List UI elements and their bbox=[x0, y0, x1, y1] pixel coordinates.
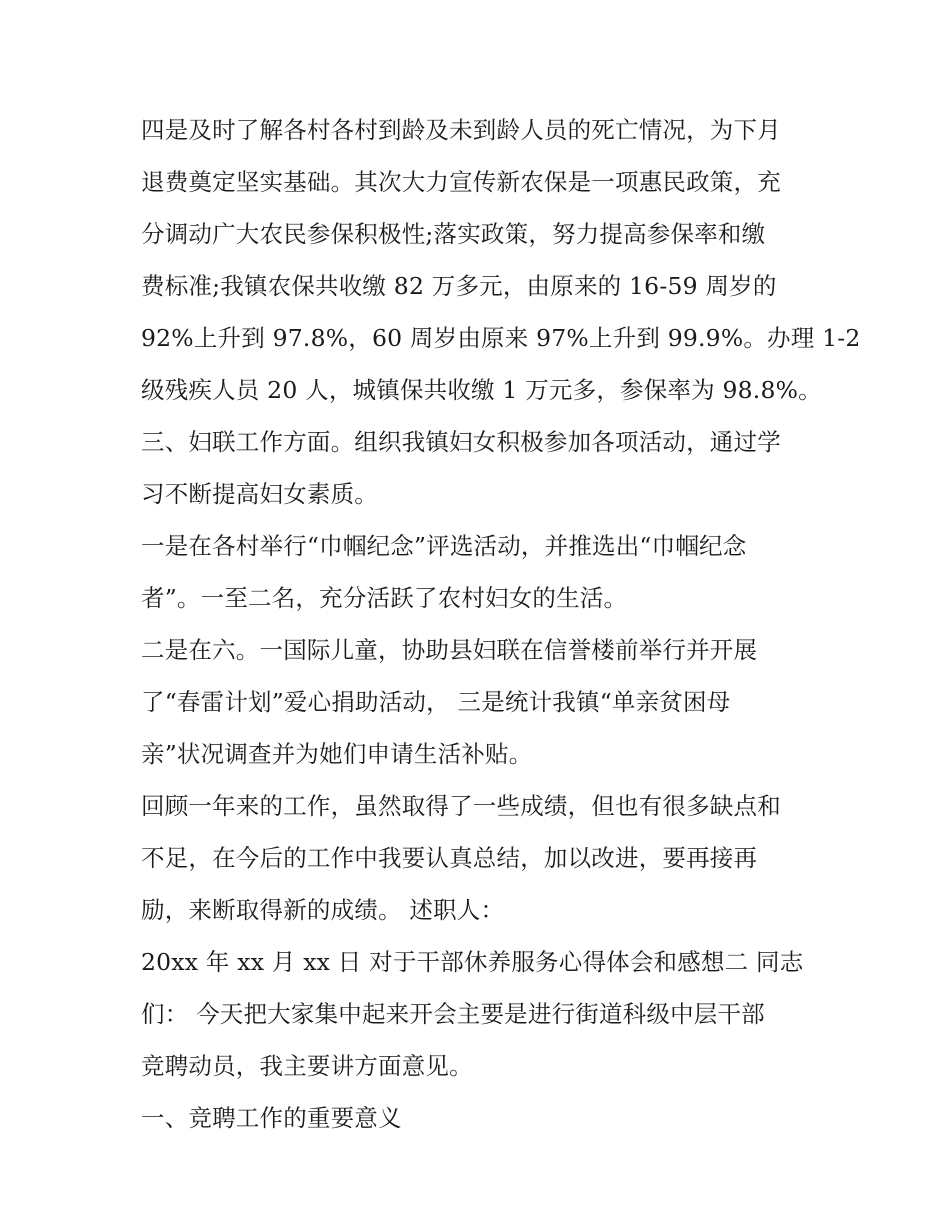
text-line: 了“春雷计划”爱心捐助活动， 三是统计我镇“单亲贫困母 bbox=[141, 688, 731, 716]
section-heading-women-federation: 三、妇联工作方面。组织我镇妇女积极参加各项活动，通过学 bbox=[141, 428, 781, 456]
document-body bbox=[141, 107, 861, 1147]
section-heading-competition-significance: 一、竞聘工作的重要意义 bbox=[141, 1104, 402, 1132]
text-line: 级残疾人员 20 人，城镇保共收缴 1 万元多，参保率为 98.8%。 bbox=[141, 376, 822, 404]
text-line: 励，来断取得新的成绩。 述职人： bbox=[141, 896, 505, 924]
text-line: 不足，在今后的工作中我要认真总结，加以改进，要再接再 bbox=[141, 844, 758, 872]
text-line: 一是在各村举行“巾帼纪念”评选活动，并推选出“巾帼纪念 bbox=[141, 532, 747, 560]
text-line: 20xx 年 xx 月 xx 日 对于干部休养服务心得体会和感想二 同志 bbox=[141, 948, 804, 976]
text-line: 们： 今天把大家集中起来开会主要是进行街道科级中层干部 bbox=[141, 1000, 765, 1028]
text-line: 分调动广大农民参保积极性;落实政策，努力提高参保率和缴 bbox=[141, 220, 766, 248]
text-line: 二是在六。一国际儿童，协助县妇联在信誉楼前举行并开展 bbox=[141, 636, 758, 664]
text-line: 竞聘动员，我主要讲方面意见。 bbox=[141, 1052, 473, 1080]
text-line: 亲”状况调查并为她们申请生活补贴。 bbox=[141, 740, 533, 768]
text-line: 费标准;我镇农保共收缴 82 万多元，由原来的 16-59 周岁的 bbox=[141, 272, 777, 300]
text-line: 习不断提高妇女素质。 bbox=[141, 480, 378, 508]
text-line: 回顾一年来的工作，虽然取得了一些成绩，但也有很多缺点和 bbox=[141, 792, 781, 820]
text-line: 者”。一至二名，充分活跃了农村妇女的生活。 bbox=[141, 584, 628, 612]
text-line: 退费奠定坚实基础。其次大力宣传新农保是一项惠民政策，充 bbox=[141, 168, 781, 196]
text-line: 92%上升到 97.8%，60 周岁由原来 97%上升到 99.9%。办理 1-2 bbox=[141, 324, 861, 352]
text-line: 四是及时了解各村各村到龄及未到龄人员的死亡情况，为下月 bbox=[141, 116, 781, 144]
